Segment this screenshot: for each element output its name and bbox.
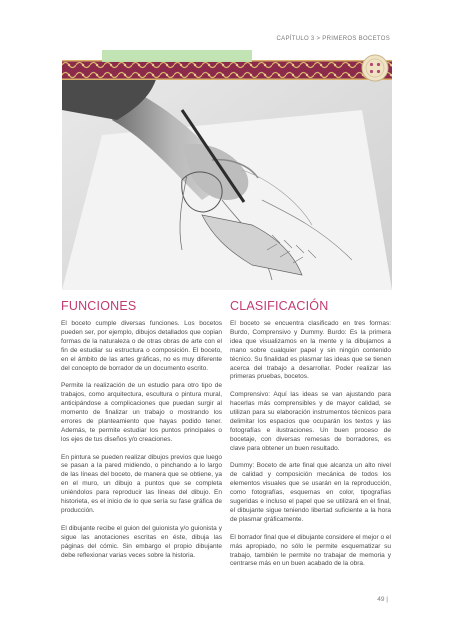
paragraph: El boceto se encuentra clasificado en tres formas: Burdo, Comprensivo y Dummy. Burdo: Es la primera idea que visualizamos en la mente y la dibujamos a mano sobre cualquier papel y sin ningún contenido técnico. Su finalidad es plasmar las ideas que se tienen acerca del trabajo a desarrollar. Poder realizar las primeras pruebas, bocetos.	[230, 320, 391, 381]
paragraph: El boceto cumple diversas funciones. Los bocetos pueden ser, por ejemplo, dibujos detallados que copian formas de la naturaleza o de otras obras de arte con el fin de estudiar su estructura o composición. El boceto, en el ámbito de las artes gráficas, no es muy diferente del concepto de borrador de un documento escrito.	[61, 320, 222, 372]
paragraph: En pintura se pueden realizar dibujos previos que luego se pasan a la pared midiendo, o pinchando a lo largo de las líneas del boceto, de manera que se obtiene, ya en el muro, un dibujo a puntos que se completa uniéndolos para reproducir las líneas del dibujo. En historieta, es el inicio de lo que sería su fase gráfica de producción.	[61, 453, 222, 514]
paragraph: Permite la realización de un estudio para otro tipo de trabajos, como arquitectura, escultura o pintura mural, anticipándose a complicaciones que puedan surgir al momento de finalizar un trabajo o mostrando los errores de planteamiento que hayas podido tener. Además, te permite estudiar los puntos principales o los ejes de tus diseños y/o creaciones.	[61, 382, 222, 443]
sketch-photo	[62, 50, 392, 290]
heading-clasificacion: CLASIFICACIÓN	[230, 299, 329, 313]
column-clasificacion	[230, 298, 391, 578]
chapter-breadcrumb: CAPÍTULO 3 > PRIMEROS BOCETOS	[276, 36, 390, 42]
column-funciones	[61, 298, 222, 569]
paragraph: Dummy: Boceto de arte final que alcanza un alto nivel de calidad y composición mecánica de todos los elementos visuales que se usarán en la reproducción, como fotografías, esquemas en color, tipografías sugeridas e incluso el papel que se utilizará en el final, el dibujante sigue teniendo libertad suficiente a la hora de plasmar gráficamente.	[230, 462, 391, 523]
paragraph: El dibujante recibe el guion del guionista y/o guionista y sigue las anotaciones escritas en éste, dibuja las páginas del cómic. Sin embargo el propio dibujante debe reflexionar varias veces sobre la historia.	[61, 524, 222, 559]
paragraph: Comprensivo: Aquí las ideas se van ajustando para hacerlas más comprensibles y de mayor calidad, se utilizan para su elaboración instrumentos técnicos para delimitar los espacios que ocuparán los textos y las fotografías e ilustraciones. Un buen proceso de bocetaje, con diversas remesas de borradores, es clave para obtener un buen resultado.	[230, 391, 391, 452]
page-number: 49 |	[377, 596, 388, 603]
paragraph: El borrador final que el dibujante considere el mejor o el más apropiado, no sólo le permite esquematizar su trabajo, también le permite no trabajar de memoria y centrarse más en un buen acabado de la obra.	[230, 533, 391, 568]
button-icon	[362, 55, 388, 81]
heading-funciones: FUNCIONES	[61, 299, 137, 313]
